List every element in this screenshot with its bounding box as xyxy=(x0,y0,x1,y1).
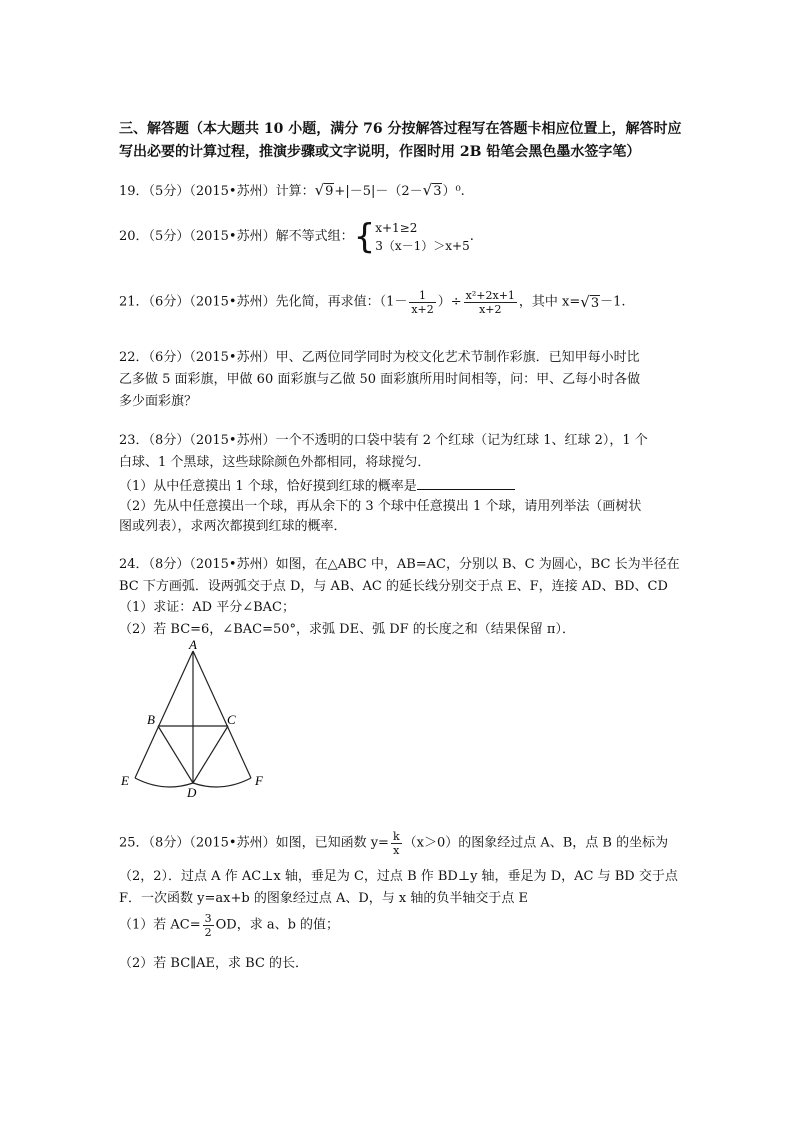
q25-l4-prefix: （1）若 AC= xyxy=(119,917,201,933)
segment-AE xyxy=(135,651,193,778)
q21-suffix-b: －1. xyxy=(600,294,626,310)
triangle-figure xyxy=(110,638,280,803)
segment-CD xyxy=(193,726,228,783)
label-A: A xyxy=(189,638,197,652)
label-E: E xyxy=(121,773,129,788)
label-C: C xyxy=(227,712,236,727)
q23-line3-text: （1）从中任意摸出 1 个球，恰好摸到红球的概率是 xyxy=(119,479,417,494)
question-20 xyxy=(119,219,474,255)
q23-line3 xyxy=(119,475,515,497)
q25-suffix: （x＞0）的图象经过点 A、B，点 B 的坐标为 xyxy=(403,835,669,851)
q19-mid: +|－5|－（2－ xyxy=(334,184,423,199)
q24-line4: （2）若 BC=6，∠BAC=50°，求弧 DE、弧 DF 的长度之和（结果保留 π）． xyxy=(119,622,575,637)
sqrt-9: √9 xyxy=(314,181,334,199)
q25-line5: （2）若 BC∥AE，求 BC 的长． xyxy=(119,956,309,971)
fraction-1-over-x-plus-2: $\frac{1}{x+2}$ xyxy=(411,289,434,316)
q21-prefix: 21．（6分）（2015•苏州）先化简，再求值：（1－ xyxy=(119,294,408,310)
q25-l4-suffix: OD，求 a、b 的值； xyxy=(215,917,340,933)
arc-DF xyxy=(193,778,251,787)
q23-line4: （2）先从中任意摸出一个球，再从余下的 3 个球中任意摸出 1 个球，请用列举法（画树状 xyxy=(119,499,642,514)
label-F: F xyxy=(255,773,263,788)
question-19 xyxy=(119,180,465,202)
q23-line2: 白球、1 个黑球，这些球除颜色外都相同，将球搅匀． xyxy=(119,455,431,470)
q25-line2: （2，2）．过点 A 作 AC⊥x 轴，垂足为 C，过点 B 作 BD⊥y 轴，垂足为 D，AC 与 BD 交于点 xyxy=(119,869,678,884)
segment-BD xyxy=(158,726,193,783)
q24-line1: 24．（8分）（2015•苏州）如图，在△ABC 中，AB=AC，分别以 B、C 为圆心，BC 长为半径在 xyxy=(119,557,680,572)
q25-line3: F．一次函数 y=ax+b 的图象经过点 A、D，与 x 轴的负半轴交于点 E xyxy=(119,891,528,906)
q25-line4 xyxy=(119,912,339,939)
q19-suffix: ）⁰. xyxy=(442,184,465,199)
section-heading-line2: 写出必要的计算过程，推演步骤或文字说明，作图时用 2B 铅笔会黑色墨水签字笔） xyxy=(119,144,641,160)
inequality-1: x+1≥2 xyxy=(375,221,418,235)
q20-prefix: 20．（5分）（2015•苏州）解不等式组： xyxy=(119,229,354,244)
q20-suffix: . xyxy=(469,229,474,244)
segment-AF xyxy=(193,651,251,778)
q23-line5: 图或列表），求两次都摸到红球的概率． xyxy=(119,519,347,534)
q22-line2: 乙多做 5 面彩旗，甲做 60 面彩旗与乙做 50 面彩旗所用时间相等，问：甲、乙每小时各做 xyxy=(119,372,641,387)
q22-line3: 多少面彩旗？ xyxy=(119,394,198,409)
q22-line1: 22．（6分）（2015•苏州）甲、乙两位同学同时为校文化艺术节制作彩旗．已知甲每小时比 xyxy=(119,350,640,365)
q21-mid: ）÷ xyxy=(437,294,462,310)
arc-DE xyxy=(135,778,193,787)
inequality-system xyxy=(375,219,470,255)
sqrt-3-value: √3 xyxy=(580,292,600,311)
q23-line1: 23．（8分）（2015•苏州）一个不透明的口袋中装有 2 个红球（记为红球 1、红球 2），1 个 xyxy=(119,433,648,448)
q25-line1 xyxy=(119,830,668,857)
q19-prefix: 19．（5分）（2015•苏州）计算： xyxy=(119,184,315,199)
q25-prefix: 25．（8分）（2015•苏州）如图，已知函数 y= xyxy=(119,835,389,851)
brace-symbol: { xyxy=(353,217,376,257)
fraction-quadratic: $\frac{\text{x²+2x+1}}{x+2}$ xyxy=(465,289,515,316)
q21-suffix-a: ，其中 x= xyxy=(518,294,581,310)
fraction-3-over-2: $\frac{3}{2}$ xyxy=(204,912,212,939)
label-D: D xyxy=(187,785,197,800)
label-B: B xyxy=(147,712,155,727)
answer-blank xyxy=(417,475,515,490)
sqrt-3: √3 xyxy=(422,181,442,199)
inequality-2: 3（x－1）＞x+5 xyxy=(375,239,470,253)
fraction-k-over-x: $\frac{k}{x}$ xyxy=(392,830,400,857)
q24-line3: （1）求证：AD 平分∠BAC； xyxy=(119,600,295,615)
q24-line2: BC 下方画弧．设两弧交于点 D，与 AB、AC 的延长线分别交于点 E、F，连接 AD、BD、CD xyxy=(119,579,668,594)
question-21 xyxy=(119,289,626,316)
section-heading-line1: 三、解答题（本大题共 10 小题，满分 76 分按解答过程写在答题卡相应位置上，解答时应 xyxy=(119,121,682,137)
